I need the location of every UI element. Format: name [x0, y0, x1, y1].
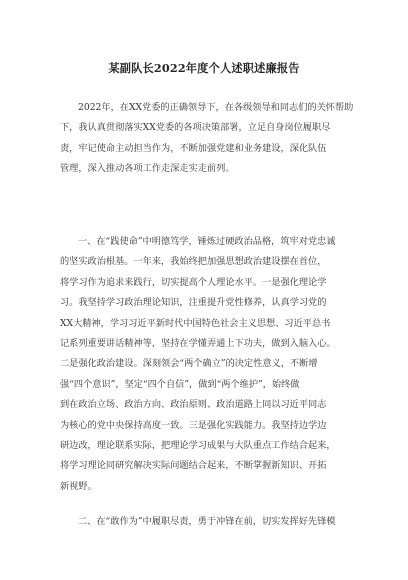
text-line: XX大精神，学习习近平新时代中国特色社会主义思想、习近平总书 — [60, 317, 331, 329]
paragraph-section-two — [60, 512, 353, 532]
text-line: 记系列重要讲话精神等，坚持在学懂弄通上下功夫，做到入脑入心。 — [60, 337, 336, 349]
text-line: 责，牢记使命主动担当作为，不断加强党建和业务建设，深化队伍 — [60, 142, 327, 154]
text-line: 管理，深入推动各项工作走深走实走前列。 — [60, 163, 235, 175]
text-line: 一、在“践使命”中明德笃学，锤炼过硬政治品格，筑牢对党忠诚 — [78, 236, 336, 247]
text-line: 到在政治立场、政治方向、政治原则、政治道路上同以习近平同志 — [60, 399, 327, 411]
text-line: 下，我认真贯彻落实XX党委的各项决策部署，立足自身岗位履职尽 — [60, 122, 331, 134]
text-line: 习。我坚持学习政治理论知识，注重提升党性修养，认真学习党的 — [60, 297, 327, 309]
text-line: 将学习理论同研究解决实际问题结合起来，不断掌握新知识、开拓 — [60, 460, 327, 472]
text-line: 的坚实政治根基。一年来，我始终把加强思想政治建设摆在首位， — [60, 256, 327, 268]
text-line: 二是强化政治建设。深刻领会“两个确立”的决定性意义，不断增 — [60, 358, 318, 370]
text-line: 为核心的党中央保持高度一致。三是强化实践能力。我坚持边学边 — [60, 419, 327, 431]
paragraph-intro — [60, 98, 353, 180]
document-title: 某副队长2022年度个人述职述廉报告 — [108, 61, 300, 75]
text-line: 将学习作为追求来践行，切实提高个人理论水平。一是强化理论学 — [60, 276, 327, 288]
text-line: 研边改，理论联系实际，把理论学习成果与大队重点工作结合起来， — [60, 439, 336, 451]
text-line: 强“四个意识”，坚定“四个自信”，做到“两个维护”，始终做 — [60, 378, 300, 390]
text-line: 二、在“敢作为”中履职尽责，勇于冲锋在前，切实发挥好先锋模 — [78, 516, 336, 527]
text-line: 新视野。 — [60, 480, 97, 492]
text-line: 2022年，在XX党委的正确领导下，在各级领导和同志们的关怀帮助 — [78, 102, 354, 113]
paragraph-section-one — [60, 232, 353, 497]
